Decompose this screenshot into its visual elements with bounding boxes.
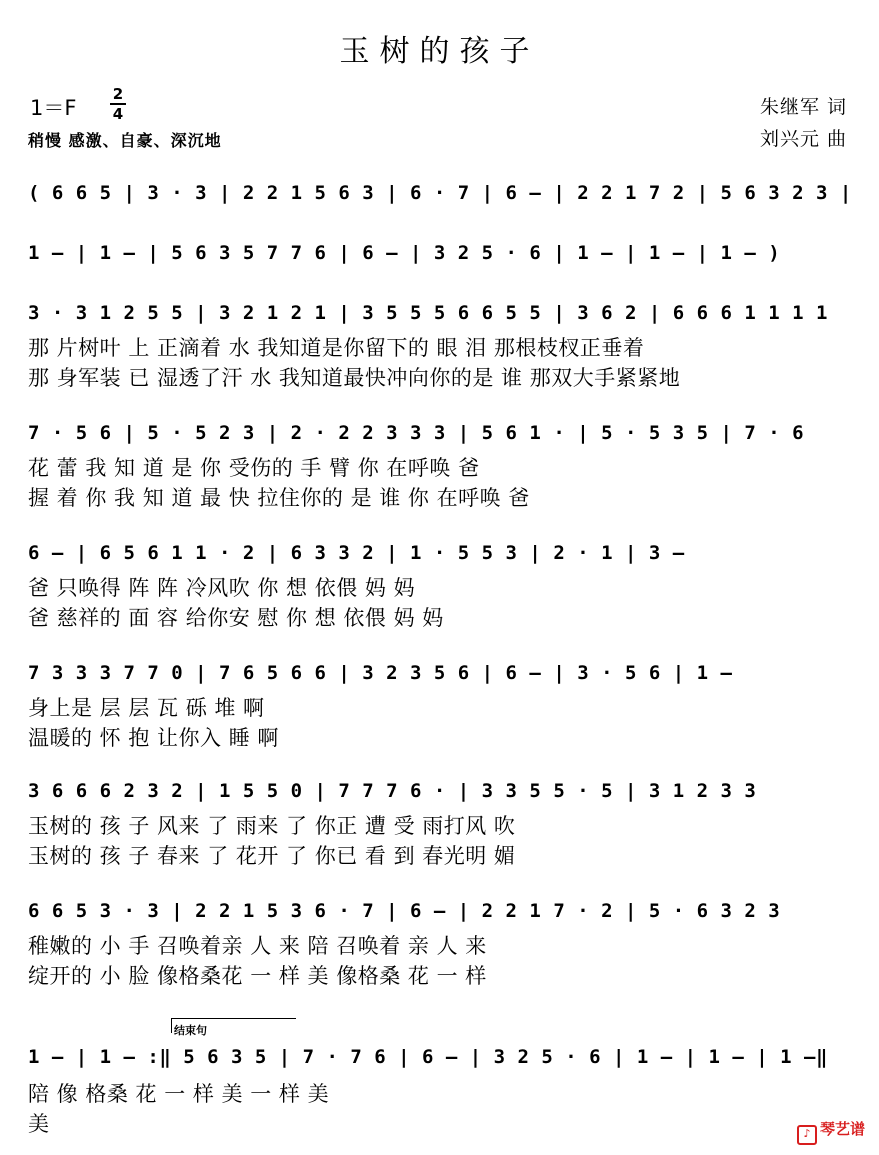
notation-line: 3 6 6 6 2 3 2 | 1 5 5 0 | 7 7 7 6 · | 3 3 5 5 · 5 | 3 1 2 3 3 bbox=[28, 780, 757, 802]
notation-line: 3 · 3 1 2 5 5 | 3 2 1 2 1 | 3 5 5 5 6 6 5 5 | 3 6 2 | 6 6 6 1 1 1 1 bbox=[28, 302, 828, 324]
lyric-line-verse2: 那 身军装 已 湿透了汗 水 我知道最快冲向你的是 谁 那双大手紧紧地 bbox=[28, 366, 681, 390]
key-signature: 1＝F bbox=[30, 96, 77, 120]
lyric-line-verse1: 陪 像 格桑 花 一 样 美 一 样 美 bbox=[28, 1082, 330, 1106]
lyric-line-verse2: 握 着 你 我 知 道 最 快 拉住你的 是 谁 你 在呼唤 爸 bbox=[28, 486, 530, 510]
site-watermark bbox=[797, 1118, 865, 1145]
logo-icon: ♪ bbox=[797, 1125, 817, 1145]
notation-line: 7 3 3 3 7 7 0 | 7 6 5 6 6 | 3 2 3 5 6 | 6 – | 3 · 5 6 | 1 – bbox=[28, 662, 733, 684]
composer-credit: 刘兴元 曲 bbox=[759, 128, 847, 150]
notation-line: 6 – | 6 5 6 1 1 · 2 | 6 3 3 2 | 1 · 5 5 3 | 2 · 1 | 3 – bbox=[28, 542, 685, 564]
lyric-line-verse2: 玉树的 孩 子 春来 了 花开 了 你已 看 到 春光明 媚 bbox=[28, 844, 516, 868]
lyric-line-verse1: 花 蕾 我 知 道 是 你 受伤的 手 臂 你 在呼唤 爸 bbox=[28, 456, 480, 480]
time-signature-bottom: 4 bbox=[112, 105, 124, 123]
lyric-line-verse2: 绽开的 小 脸 像格桑花 一 样 美 像格桑 花 一 样 bbox=[28, 964, 487, 988]
lyric-line-verse1: 玉树的 孩 子 风来 了 雨来 了 你正 遭 受 雨打风 吹 bbox=[28, 814, 516, 838]
lyricist-credit: 朱继军 词 bbox=[759, 96, 847, 118]
song-title: 玉树的孩子 bbox=[339, 34, 540, 69]
lyric-line-extra: 美 bbox=[28, 1112, 50, 1136]
ending-label: 结束句 bbox=[174, 1024, 207, 1037]
tempo-marking: 稍慢 感激、自豪、深沉地 bbox=[28, 131, 222, 150]
lyric-line-verse1: 稚嫩的 小 手 召唤着亲 人 来 陪 召唤着 亲 人 来 bbox=[28, 934, 487, 958]
notation-line: 1 – | 1 – | 5 6 3 5 7 7 6 | 6 – | 3 2 5 · 6 | 1 – | 1 – | 1 – ) bbox=[28, 242, 781, 264]
lyric-line-verse2: 温暖的 怀 抱 让你入 睡 啊 bbox=[28, 726, 279, 750]
lyric-line-verse1: 爸 只唤得 阵 阵 冷风吹 你 想 依偎 妈 妈 bbox=[28, 576, 416, 600]
watermark-text: 琴艺谱 bbox=[819, 1120, 865, 1138]
time-signature bbox=[110, 86, 126, 122]
notation-line: 6 6 5 3 · 3 | 2 2 1 5 3 6 · 7 | 6 – | 2 2 1 7 · 2 | 5 · 6 3 2 3 bbox=[28, 900, 781, 922]
notation-line: 1 – | 1 – :‖ 5 6 3 5 | 7 · 7 6 | 6 – | 3 2 5 · 6 | 1 – | 1 – | 1 –‖ bbox=[28, 1046, 828, 1068]
notation-line: 7 · 5 6 | 5 · 5 2 3 | 2 · 2 2 3 3 3 | 5 6 1 · | 5 · 5 3 5 | 7 · 6 bbox=[28, 422, 805, 444]
notation-line: ( 6 6 5 | 3 · 3 | 2 2 1 5 6 3 | 6 · 7 | 6 – | 2 2 1 7 2 | 5 6 3 2 3 | bbox=[28, 182, 852, 204]
lyric-line-verse1: 身上是 层 层 瓦 砾 堆 啊 bbox=[28, 696, 265, 720]
time-signature-top: 2 bbox=[112, 85, 124, 103]
lyric-line-verse2: 爸 慈祥的 面 容 给你安 慰 你 想 依偎 妈 妈 bbox=[28, 606, 444, 630]
lyric-line-verse1: 那 片树叶 上 正滴着 水 我知道是你留下的 眼 泪 那根枝杈正垂着 bbox=[28, 336, 645, 360]
